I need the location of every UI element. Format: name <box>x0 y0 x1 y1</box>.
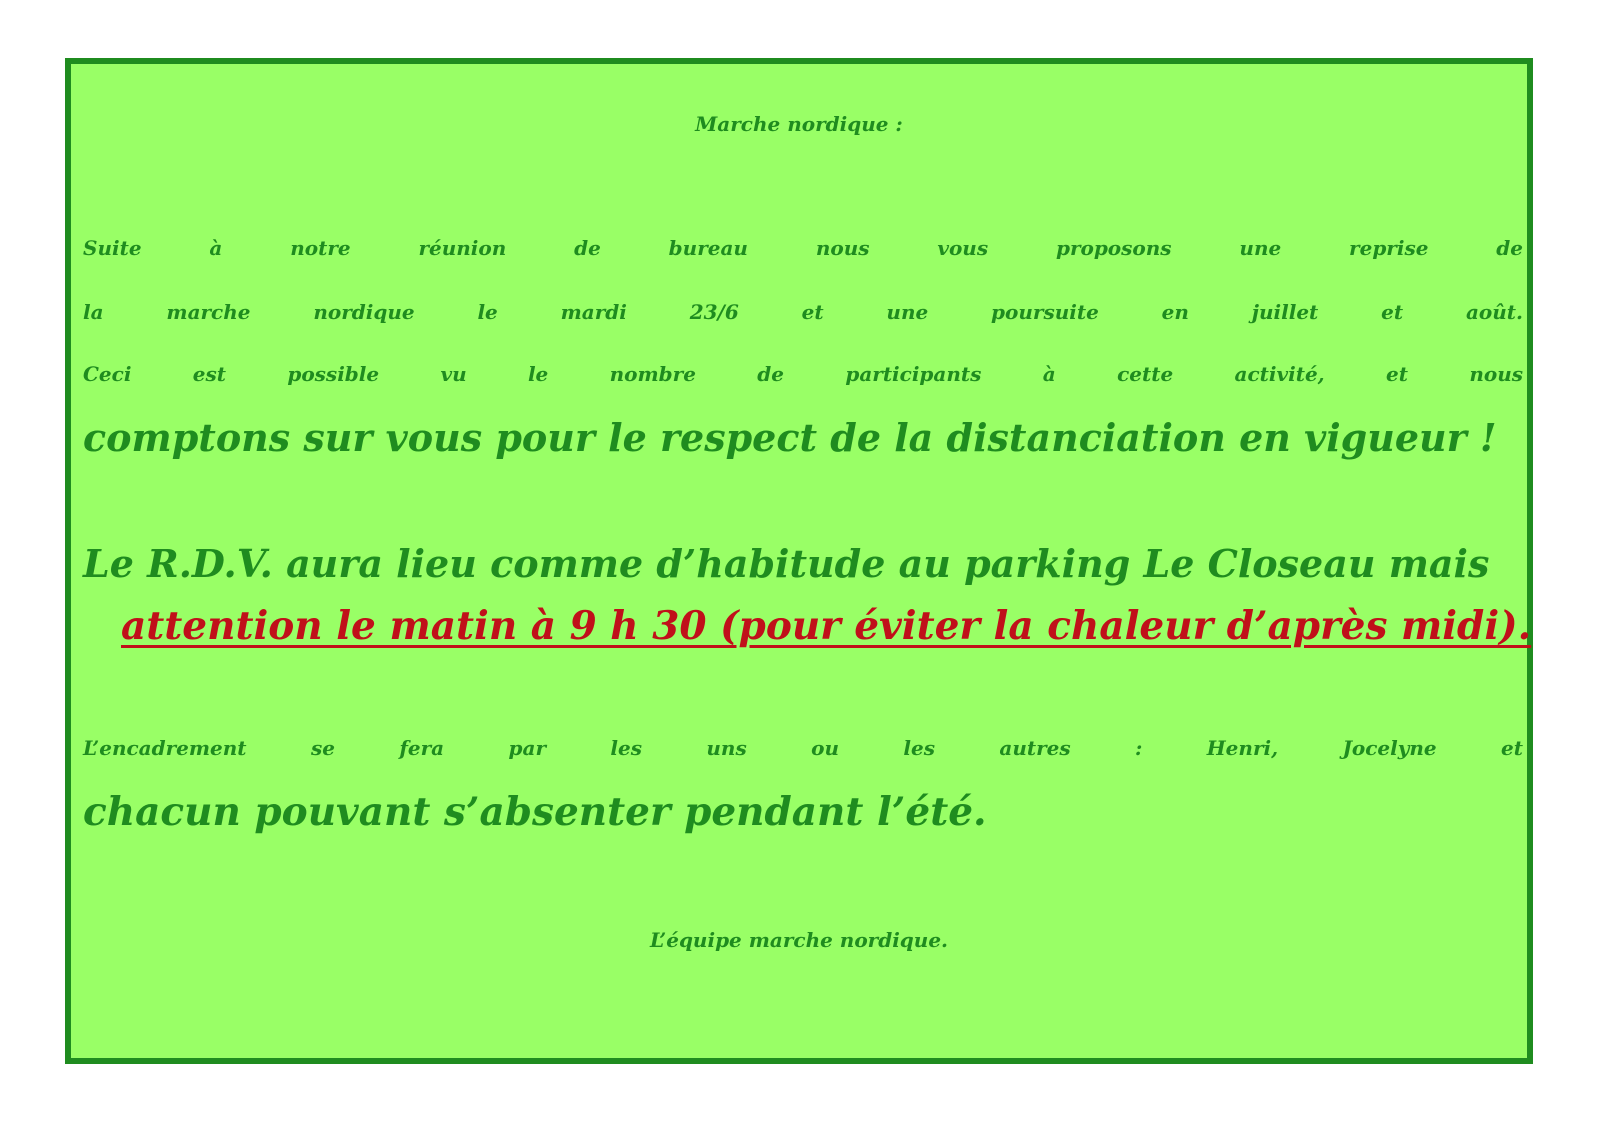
paragraph3-line1: L’encadrement se fera par les uns ou les autres : Henri, Jocelyne et <box>83 736 1523 760</box>
signature: L’équipe marche nordique. <box>649 928 949 952</box>
notice-title: Marche nordique : <box>695 112 903 136</box>
time-warning: attention le matin à 9 h 30 (pour éviter la chaleur d’après midi). <box>121 603 1532 649</box>
paragraph1-line4: comptons sur vous pour le respect de la distanciation en vigueur ! <box>83 415 1497 460</box>
paragraph1-line2: la marche nordique le mardi 23/6 et une poursuite en juillet et août. <box>83 300 1523 324</box>
paragraph2-line1: Le R.D.V. aura lieu comme d’habitude au parking Le Closeau mais <box>83 541 1490 586</box>
paragraph1-line1: Suite à notre réunion de bureau nous vous proposons une reprise de <box>83 236 1523 260</box>
notice-box <box>65 58 1533 1064</box>
paragraph3-line2: chacun pouvant s’absenter pendant l’été. <box>83 789 987 835</box>
paragraph1-line3: Ceci est possible vu le nombre de participants à cette activité, et nous <box>83 362 1523 386</box>
